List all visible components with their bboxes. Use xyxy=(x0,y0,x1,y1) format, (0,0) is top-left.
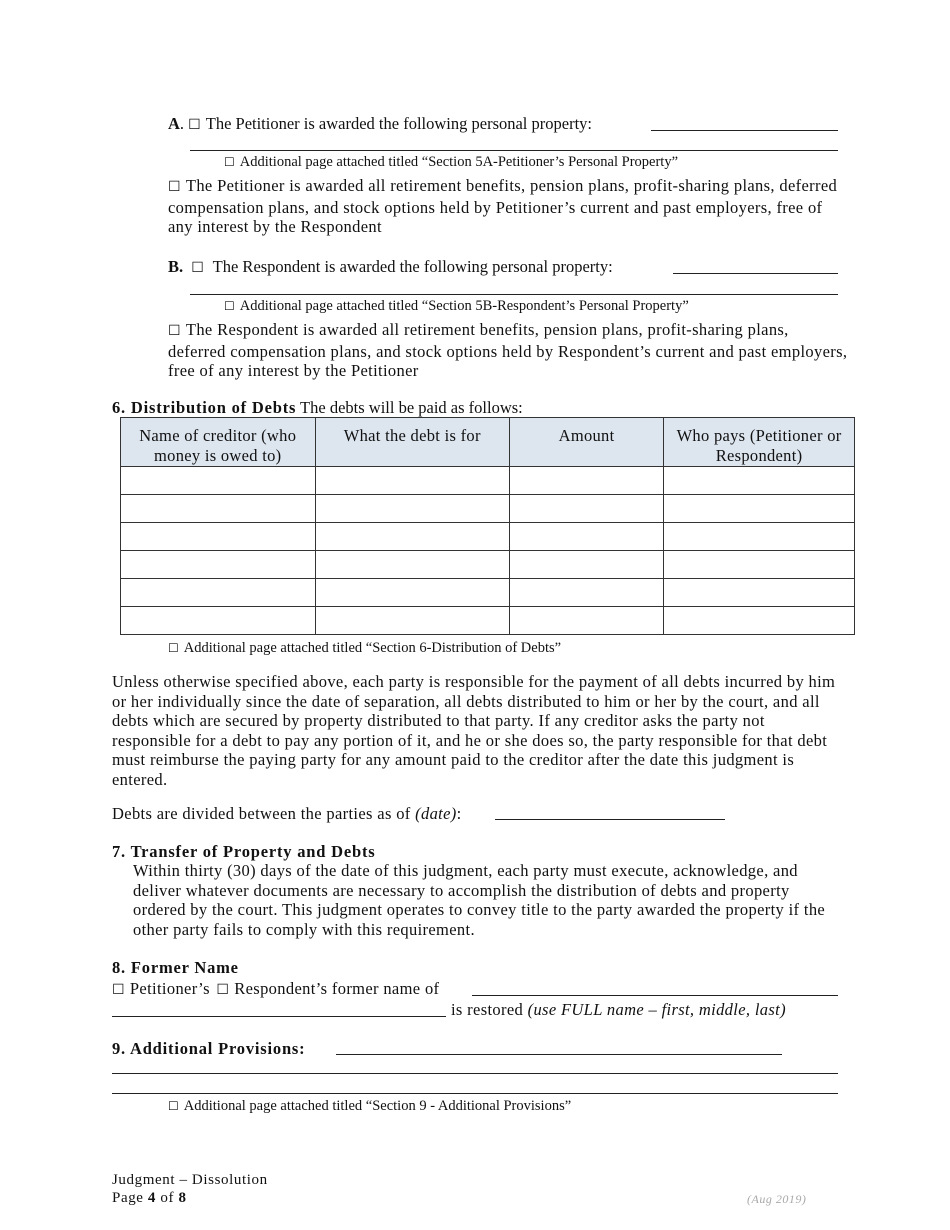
attach-6-text: Additional page attached titled “Section 6-Distribution of Debts” xyxy=(183,640,562,656)
restored-row xyxy=(451,1000,786,1020)
table-row xyxy=(121,579,855,607)
section-6-heading xyxy=(112,398,523,418)
footer-page-number xyxy=(112,1190,187,1207)
checkbox-attach-6[interactable]: ☐ xyxy=(168,641,179,655)
debt-purpose-cell[interactable] xyxy=(315,579,510,607)
table-row xyxy=(121,467,855,495)
debt-purpose-cell[interactable] xyxy=(315,607,510,635)
who-pays-cell[interactable] xyxy=(664,495,855,523)
debt-purpose-cell[interactable] xyxy=(315,551,510,579)
petitioner-retirement-text: The Petitioner is awarded all retirement benefits, pension plans, profit-sharing plans, deferred compensation plans, and stock options held by Petitioner’s current and past employers, free of any interest by the Respondent xyxy=(168,176,838,237)
respondent-retirement-row xyxy=(168,320,848,381)
section-8-title: 8. Former Name xyxy=(112,958,239,977)
attach-6-row xyxy=(168,640,561,657)
column-header-who-pays: Who pays (Petitioner or Respondent) xyxy=(664,418,855,467)
column-header-creditor: Name of creditor (who money is owed to) xyxy=(121,418,316,467)
who-pays-cell[interactable] xyxy=(664,467,855,495)
table-row xyxy=(121,551,855,579)
revision-date: (Aug 2019) xyxy=(747,1192,807,1206)
checkbox-attach-5b[interactable]: ☐ xyxy=(224,299,235,313)
debts-table-header xyxy=(121,418,855,467)
section-7-title: 7. Transfer of Property and Debts xyxy=(112,842,376,861)
page-total: 8 xyxy=(178,1190,187,1206)
property-a-row: A. ☐ The Petitioner is awarded the following personal property: xyxy=(168,114,593,133)
column-header-debt-purpose: What the debt is for xyxy=(315,418,510,467)
amount-cell[interactable] xyxy=(510,607,664,635)
former-name-row xyxy=(112,979,439,999)
creditor-cell[interactable] xyxy=(121,523,316,551)
property-b-row xyxy=(168,257,613,277)
section-9-heading xyxy=(112,1039,305,1059)
item-a-label: A xyxy=(168,114,180,133)
transfer-paragraph: Within thirty (30) days of the date of this judgment, each party must execute, acknowledge, and deliver whatever documents are necessary to accomplish the distribution of debts and property ordered by the court. This judgment operates to convey title to the party awarded the property if the other party fails to comply with this requirement. xyxy=(133,861,826,939)
attach-5a-text: Additional page attached titled “Section 5A-Petitioner’s Personal Property” xyxy=(239,154,679,170)
restored-note: (use FULL name – first, middle, last) xyxy=(527,1000,786,1019)
page-label: Page xyxy=(112,1190,144,1206)
debts-date-field[interactable] xyxy=(495,819,725,820)
who-pays-cell[interactable] xyxy=(664,579,855,607)
checkbox-petitioner-former-name[interactable]: ☐ xyxy=(112,982,125,998)
section-8-heading xyxy=(112,958,239,978)
additional-provisions-line2[interactable] xyxy=(112,1073,838,1074)
amount-cell[interactable] xyxy=(510,551,664,579)
debts-date-prefix: Debts are divided between the parties as of xyxy=(112,804,411,823)
table-row xyxy=(121,495,855,523)
creditor-cell[interactable] xyxy=(121,551,316,579)
section-6-subtitle: The debts will be paid as follows: xyxy=(300,398,523,417)
petitioner-retirement-row xyxy=(168,176,848,237)
who-pays-cell[interactable] xyxy=(664,551,855,579)
creditor-cell[interactable] xyxy=(121,579,316,607)
of-label: of xyxy=(160,1190,175,1206)
former-name-field[interactable] xyxy=(472,995,838,996)
footer-form-name: Judgment – Dissolution xyxy=(112,1172,268,1188)
debt-purpose-cell[interactable] xyxy=(315,523,510,551)
column-header-amount: Amount xyxy=(510,418,664,467)
respondent-property-field-line2[interactable] xyxy=(190,294,838,295)
debt-purpose-cell[interactable] xyxy=(315,495,510,523)
attach-5b-row xyxy=(224,298,689,315)
item-b-label: B. xyxy=(168,257,184,276)
attach-9-row xyxy=(168,1098,571,1115)
petitioner-property-text: The Petitioner is awarded the following personal property: xyxy=(205,114,593,133)
petitioner-property-field-line2[interactable] xyxy=(190,150,838,151)
debts-date-row: Debts are divided between the parties as of (date): xyxy=(112,804,462,823)
amount-cell[interactable] xyxy=(510,467,664,495)
petitioner-former-name-label: Petitioner’s xyxy=(129,979,210,998)
checkbox-attach-5a[interactable]: ☐ xyxy=(224,155,235,169)
who-pays-cell[interactable] xyxy=(664,523,855,551)
respondent-former-name-label: Respondent’s former name of xyxy=(234,979,440,998)
debts-table xyxy=(120,417,855,635)
checkbox-petitioner-retirement[interactable]: ☐ xyxy=(168,179,181,195)
checkbox-attach-9[interactable]: ☐ xyxy=(168,1099,179,1113)
attach-5a-row xyxy=(224,154,678,171)
section-7-heading xyxy=(112,842,376,862)
table-row xyxy=(121,523,855,551)
creditor-cell[interactable] xyxy=(121,495,316,523)
attach-9-text: Additional page attached titled “Section 9 - Additional Provisions” xyxy=(183,1098,572,1114)
amount-cell[interactable] xyxy=(510,495,664,523)
debts-date-label: (date) xyxy=(415,804,457,823)
debt-purpose-cell[interactable] xyxy=(315,467,510,495)
respondent-property-text: The Respondent is awarded the following personal property: xyxy=(212,257,613,276)
checkbox-a[interactable]: ☐ xyxy=(188,117,201,133)
who-pays-cell[interactable] xyxy=(664,607,855,635)
amount-cell[interactable] xyxy=(510,523,664,551)
creditor-cell[interactable] xyxy=(121,607,316,635)
section-6-title: 6. Distribution of Debts xyxy=(112,398,297,417)
checkbox-respondent-former-name[interactable]: ☐ xyxy=(216,982,230,998)
restored-name-field[interactable] xyxy=(112,1016,446,1017)
amount-cell[interactable] xyxy=(510,579,664,607)
respondent-retirement-text: The Respondent is awarded all retirement benefits, pension plans, profit-sharing plans, deferred compensation plans, and stock options held by Respondent’s current and past employers, free of any interest by the Petitioner xyxy=(168,320,848,381)
checkbox-b[interactable]: ☐ xyxy=(191,260,204,276)
table-row xyxy=(121,607,855,635)
additional-provisions-field[interactable] xyxy=(336,1054,782,1055)
additional-provisions-line3[interactable] xyxy=(112,1093,838,1094)
debts-responsibility-paragraph: Unless otherwise specified above, each party is responsible for the payment of all debts incurred by him or her individually since the date of separation, all debts distributed to him or her by the court, and all debts which are secured by property distributed to that party. If any creditor asks the party not responsible for a debt to pay any portion of it, and he or she does so, the party responsible for that debt must reimburse the paying party for any amount paid to the creditor after the date this judgment is entered. xyxy=(112,672,836,789)
creditor-cell[interactable] xyxy=(121,467,316,495)
restored-text: is restored xyxy=(451,1000,524,1019)
checkbox-respondent-retirement[interactable]: ☐ xyxy=(168,323,181,339)
attach-5b-text: Additional page attached titled “Section 5B-Respondent’s Personal Property” xyxy=(239,298,689,314)
petitioner-property-field[interactable] xyxy=(651,130,838,131)
section-9-title: 9. Additional Provisions: xyxy=(112,1039,306,1058)
page-current: 4 xyxy=(147,1190,157,1206)
respondent-property-field[interactable] xyxy=(673,273,838,274)
